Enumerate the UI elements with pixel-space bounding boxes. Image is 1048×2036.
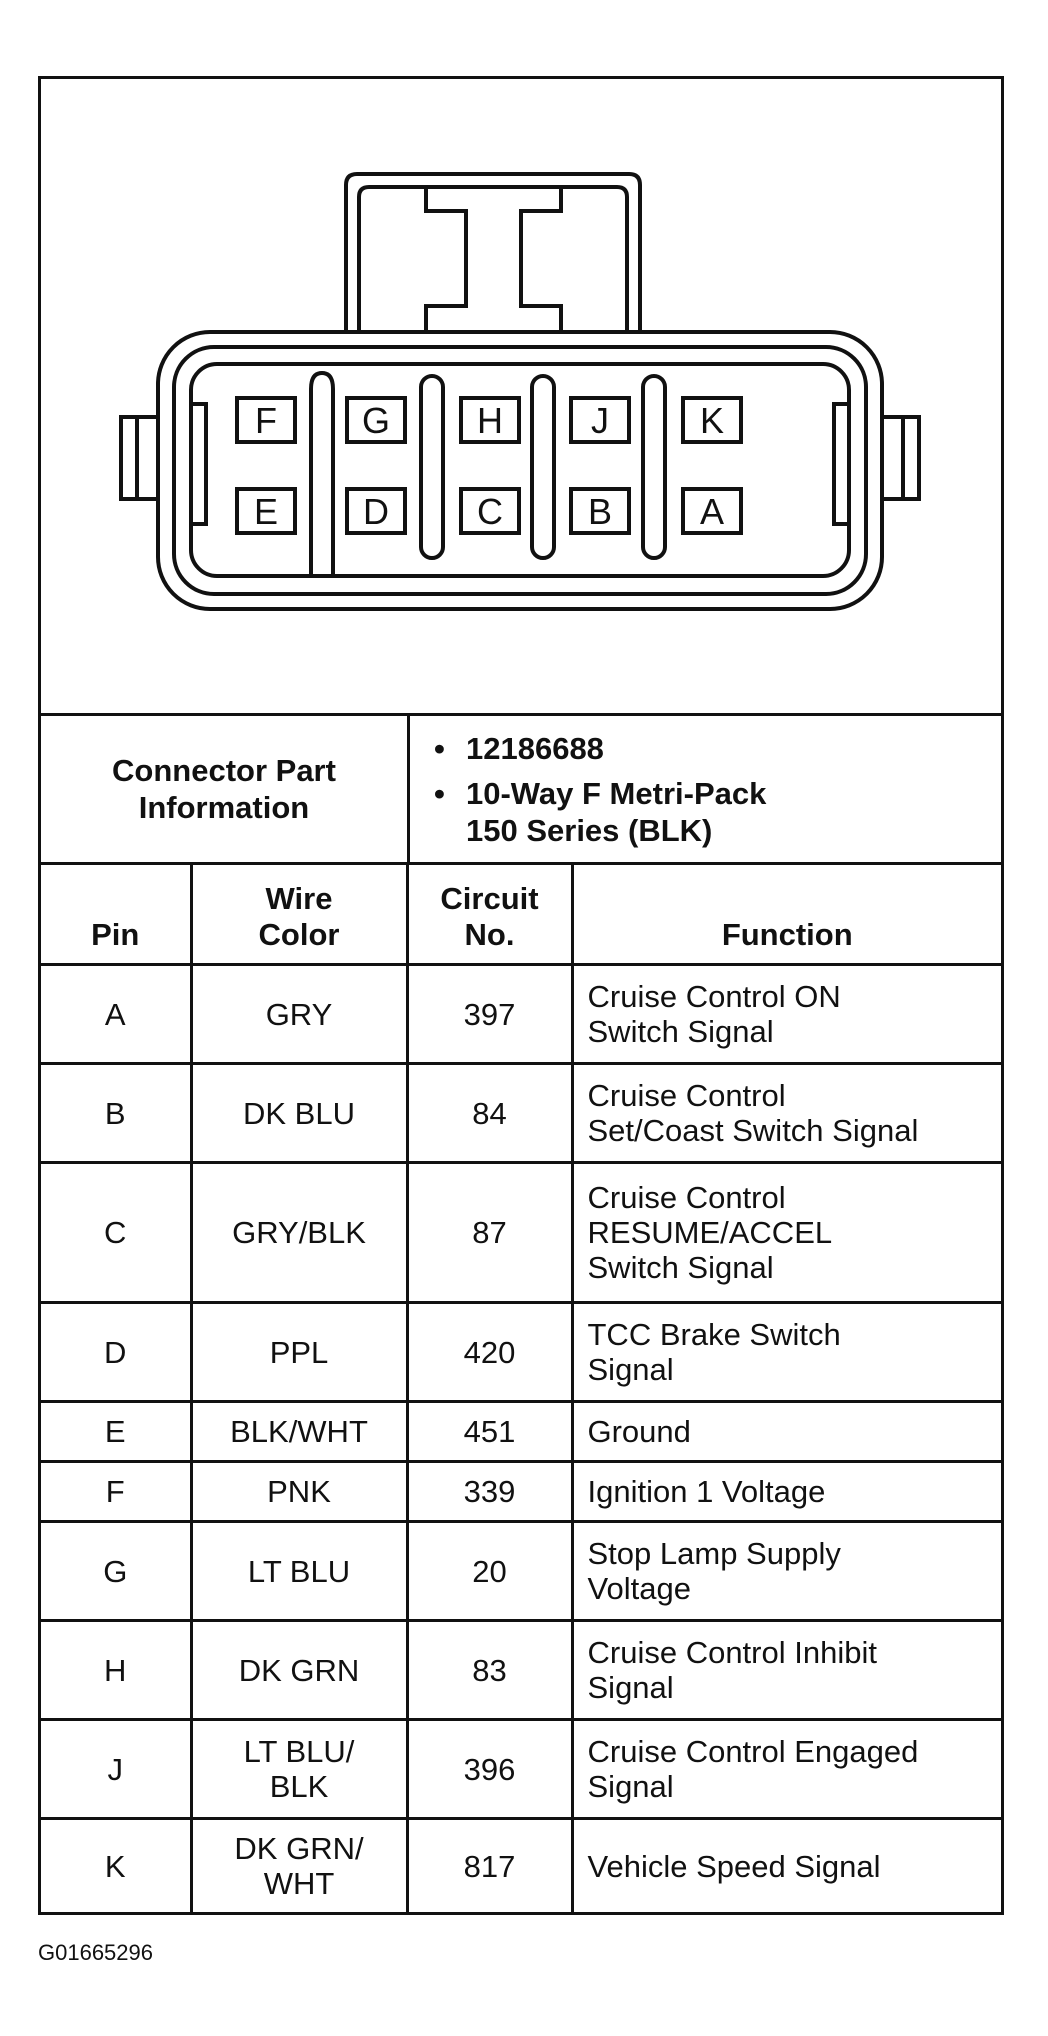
connector-description: 10-Way F Metri-Pack 150 Series (BLK) [466, 776, 767, 848]
table-row [41, 1163, 1001, 1303]
table-row [41, 1720, 1001, 1819]
connector-diagram [41, 79, 1001, 713]
pin-table [41, 862, 1001, 1913]
header-circuit-no: Circuit No. [407, 864, 572, 965]
pin-label-h: H [477, 400, 503, 441]
connector-sheet [38, 76, 1004, 1915]
cell-wire-color: LT BLU/ BLK [191, 1720, 407, 1819]
part-number: 12186688 [466, 731, 604, 766]
bullet-icon: • [434, 776, 445, 811]
cell-circuit: 451 [407, 1402, 572, 1462]
table-row [41, 1819, 1001, 1913]
cell-function: Cruise Control Engaged Signal [572, 1720, 1001, 1819]
table-row [41, 1621, 1001, 1720]
bullet-icon: • [434, 731, 445, 766]
cell-pin: J [41, 1720, 191, 1819]
header-function: Function [572, 864, 1001, 965]
table-row [41, 1402, 1001, 1462]
cell-pin: G [41, 1522, 191, 1621]
cell-circuit: 339 [407, 1462, 572, 1522]
cell-function: Ignition 1 Voltage [572, 1462, 1001, 1522]
figure-id: G01665296 [38, 1940, 153, 1965]
cell-pin: B [41, 1064, 191, 1163]
cell-circuit: 817 [407, 1819, 572, 1913]
pin-label-j: J [591, 400, 609, 441]
cell-wire-color: DK BLU [191, 1064, 407, 1163]
cell-wire-color: BLK/WHT [191, 1402, 407, 1462]
cell-wire-color: DK GRN [191, 1621, 407, 1720]
cell-function: Cruise Control Set/Coast Switch Signal [572, 1064, 1001, 1163]
cell-circuit: 84 [407, 1064, 572, 1163]
connector-part-information [41, 713, 1001, 862]
info-label [41, 716, 410, 862]
cell-wire-color: PNK [191, 1462, 407, 1522]
cell-circuit: 420 [407, 1303, 572, 1402]
cell-pin: D [41, 1303, 191, 1402]
cell-pin: C [41, 1163, 191, 1303]
cell-function: Stop Lamp Supply Voltage [572, 1522, 1001, 1621]
pin-label-f: F [255, 400, 277, 441]
table-row [41, 1064, 1001, 1163]
cell-wire-color: GRY/BLK [191, 1163, 407, 1303]
cell-pin: H [41, 1621, 191, 1720]
pin-label-d: D [363, 491, 389, 532]
pin-label-e: E [253, 491, 279, 532]
cell-circuit: 396 [407, 1720, 572, 1819]
cell-function: Ground [572, 1402, 1001, 1462]
table-header-row [41, 864, 1001, 965]
pin-label-g: G [361, 400, 391, 441]
pin-label-b: B [587, 491, 613, 532]
cell-function: Cruise Control Inhibit Signal [572, 1621, 1001, 1720]
info-bullets [410, 716, 1001, 862]
cell-pin: E [41, 1402, 191, 1462]
info-bullet [434, 775, 1001, 849]
pin-label-a: A [699, 491, 725, 532]
table-row [41, 1522, 1001, 1621]
pin-label-k: K [699, 400, 725, 441]
cell-function: Cruise Control ON Switch Signal [572, 965, 1001, 1064]
header-wire-color: Wire Color [191, 864, 407, 965]
connector-drawing [41, 79, 1001, 713]
cell-function: Cruise Control RESUME/ACCEL Switch Signal [572, 1163, 1001, 1303]
cell-circuit: 397 [407, 965, 572, 1064]
cell-wire-color: GRY [191, 965, 407, 1064]
table-row [41, 1462, 1001, 1522]
cell-circuit: 20 [407, 1522, 572, 1621]
cell-function: TCC Brake Switch Signal [572, 1303, 1001, 1402]
table-row [41, 1303, 1001, 1402]
pin-label-c: C [477, 491, 503, 532]
header-pin: Pin [41, 864, 191, 965]
cell-wire-color: PPL [191, 1303, 407, 1402]
info-bullet [434, 730, 1001, 767]
cell-wire-color: LT BLU [191, 1522, 407, 1621]
cell-pin: F [41, 1462, 191, 1522]
cell-function: Vehicle Speed Signal [572, 1819, 1001, 1913]
cell-wire-color: DK GRN/ WHT [191, 1819, 407, 1913]
cell-pin: A [41, 965, 191, 1064]
info-label-text: Connector Part Information [112, 753, 336, 825]
cell-circuit: 83 [407, 1621, 572, 1720]
cell-circuit: 87 [407, 1163, 572, 1303]
cell-pin: K [41, 1819, 191, 1913]
table-row [41, 965, 1001, 1064]
